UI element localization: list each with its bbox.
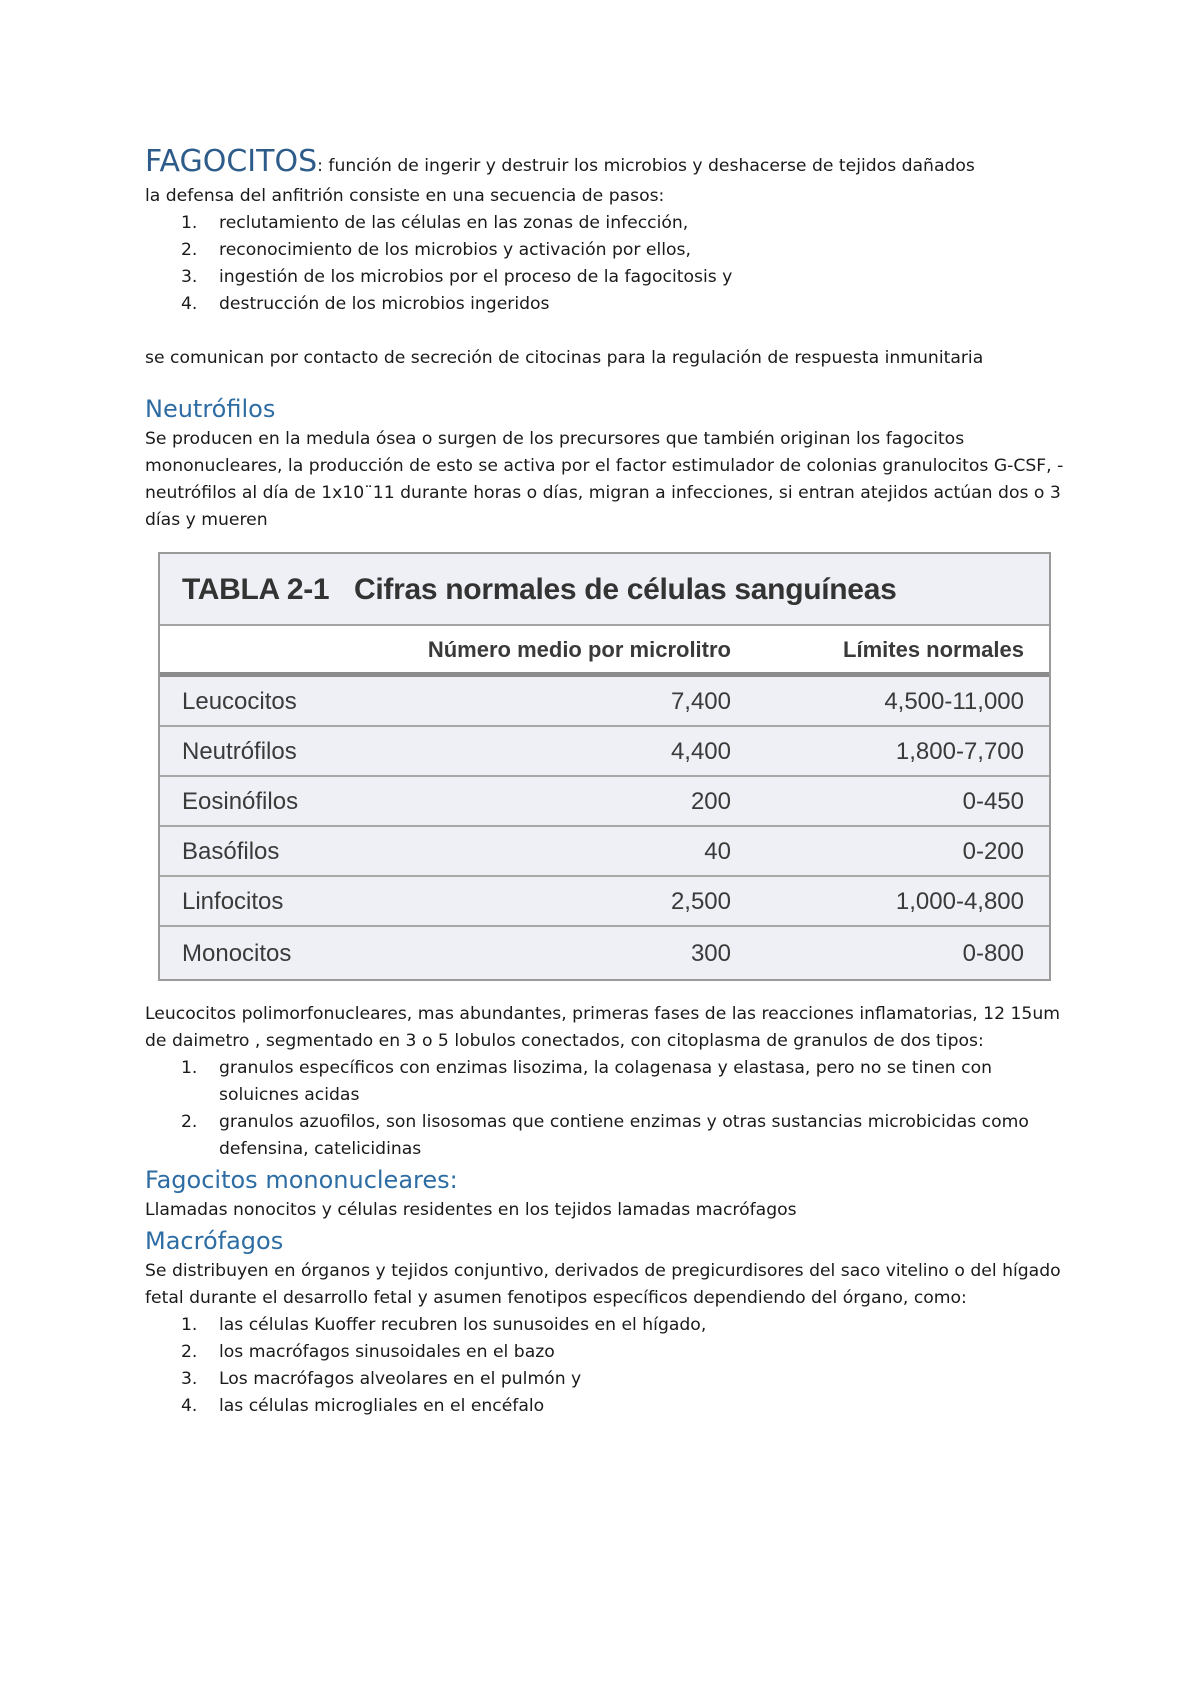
table-row <box>160 777 1049 827</box>
table-caption: Cifras normales de células sanguíneas <box>354 572 897 606</box>
table-label: TABLA 2-1 <box>182 572 330 606</box>
list-item <box>145 237 1065 264</box>
cell-mean: 200 <box>690 787 731 815</box>
heading-macrofagos: Macrófagos <box>145 1227 284 1255</box>
list-number: 2. <box>181 1342 198 1362</box>
list-item <box>145 1366 1065 1393</box>
list-text: destrucción de los microbios ingeridos <box>219 294 550 314</box>
list-item <box>145 1312 1065 1339</box>
cell-type: Linfocitos <box>182 887 284 915</box>
macrofagos-list <box>145 1312 1065 1420</box>
list-text: reconocimiento de los microbios y activación por ellos, <box>219 240 691 260</box>
table-row <box>160 727 1049 777</box>
cell-range: 1,800-7,700 <box>895 737 1024 765</box>
list-text: granulos específicos con enzimas lisozima, la colagenasa y elastasa, pero no se tinen con soluicnes acidas <box>219 1058 993 1105</box>
steps-list <box>145 210 1065 318</box>
table-row <box>160 827 1049 877</box>
table-row <box>160 877 1049 927</box>
table-row <box>160 927 1049 979</box>
list-text: los macrófagos sinusoidales en el bazo <box>219 1342 555 1362</box>
title-line <box>145 145 1065 183</box>
list-text: las células Kuoffer recubren los sunusoides en el hígado, <box>219 1315 707 1335</box>
list-item <box>145 1339 1065 1366</box>
list-item <box>145 291 1065 318</box>
intro-text: la defensa del anfitrión consiste en una secuencia de pasos: <box>145 186 665 206</box>
list-number: 1. <box>181 213 198 233</box>
cell-mean: 4,400 <box>670 737 731 765</box>
cell-range: 0-200 <box>962 837 1024 865</box>
cell-type: Neutrófilos <box>182 737 297 765</box>
granulos-list <box>145 1055 1065 1163</box>
list-number: 1. <box>181 1315 198 1335</box>
list-item <box>145 264 1065 291</box>
cell-range: 1,000-4,800 <box>895 887 1024 915</box>
cell-range: 0-800 <box>962 939 1024 967</box>
list-number: 1. <box>181 1058 198 1078</box>
cell-range: 4,500-11,000 <box>884 687 1024 715</box>
heading-mononucleares: Fagocitos mononucleares: <box>145 1166 458 1194</box>
list-number: 2. <box>181 240 198 260</box>
list-number: 4. <box>181 1396 198 1416</box>
list-text: las células microgliales en el encéfalo <box>219 1396 545 1416</box>
list-item <box>145 1055 1065 1109</box>
cell-type: Monocitos <box>182 939 292 967</box>
list-item <box>145 210 1065 237</box>
page-title: FAGOCITOS <box>145 144 318 179</box>
cell-mean: 40 <box>704 837 731 865</box>
list-number: 3. <box>181 267 198 287</box>
heading-neutrofilos: Neutrófilos <box>145 395 276 423</box>
list-number: 4. <box>181 294 198 314</box>
document-page <box>145 145 1065 1420</box>
list-text: reclutamiento de las células en las zonas de infección, <box>219 213 689 233</box>
column-header: Límites normales <box>843 636 1024 662</box>
column-header: Número medio por microlitro <box>427 636 731 662</box>
list-item <box>145 1109 1065 1163</box>
table-row <box>160 677 1049 727</box>
blood-cell-table <box>158 552 1051 981</box>
table-header-row <box>160 626 1049 677</box>
title-description: : función de ingerir y destruir los microbios y deshacerse de tejidos dañados <box>317 156 975 176</box>
cell-mean: 300 <box>690 939 731 967</box>
cell-type: Basófilos <box>182 837 280 865</box>
cell-type: Eosinófilos <box>182 787 299 815</box>
list-number: 2. <box>181 1112 198 1132</box>
list-item <box>145 1393 1065 1420</box>
macrofagos-text: Se distribuyen en órganos y tejidos conjuntivo, derivados de pregicurdisores del saco vitelino o del hígado fetal durante el desarrollo fetal y asumen fenotipos específicos dependiendo del órgano, como: <box>145 1261 1061 1308</box>
intro-note: se comunican por contacto de secreción de citocinas para la regulación de respuesta inmunitaria <box>145 348 984 368</box>
neutrofilos-text: Se producen en la medula ósea o surgen de los precursores que también originan los fagocitos mononucleares, la producción de esto se activa por el factor estimulador de colonias granulocitos G-CSF, -neutrófilos al día de 1x10¨11 durante horas o días, migran a infecciones, si entran atejidos actúan dos o 3 días y mueren <box>145 429 1064 530</box>
cell-mean: 7,400 <box>670 687 731 715</box>
list-text: ingestión de los microbios por el proceso de la fagocitosis y <box>219 267 733 287</box>
cell-range: 0-450 <box>962 787 1024 815</box>
list-number: 3. <box>181 1369 198 1389</box>
mononucleares-text: Llamadas nonocitos y células residentes en los tejidos lamadas macrófagos <box>145 1200 797 1220</box>
list-text: Los macrófagos alveolares en el pulmón y <box>219 1369 582 1389</box>
leucocitos-text: Leucocitos polimorfonucleares, mas abundantes, primeras fases de las reacciones inflamatorias, 12 15um de daimetro , segmentado en 3 o 5 lobulos conectados, con citoplasma de granulos de dos tipos: <box>145 1004 1060 1051</box>
table-title <box>160 554 1049 626</box>
cell-mean: 2,500 <box>670 887 731 915</box>
list-text: granulos azuofilos, son lisosomas que contiene enzimas y otras sustancias microbicidas como defensina, catelicidinas <box>219 1112 1029 1159</box>
cell-type: Leucocitos <box>182 687 297 715</box>
